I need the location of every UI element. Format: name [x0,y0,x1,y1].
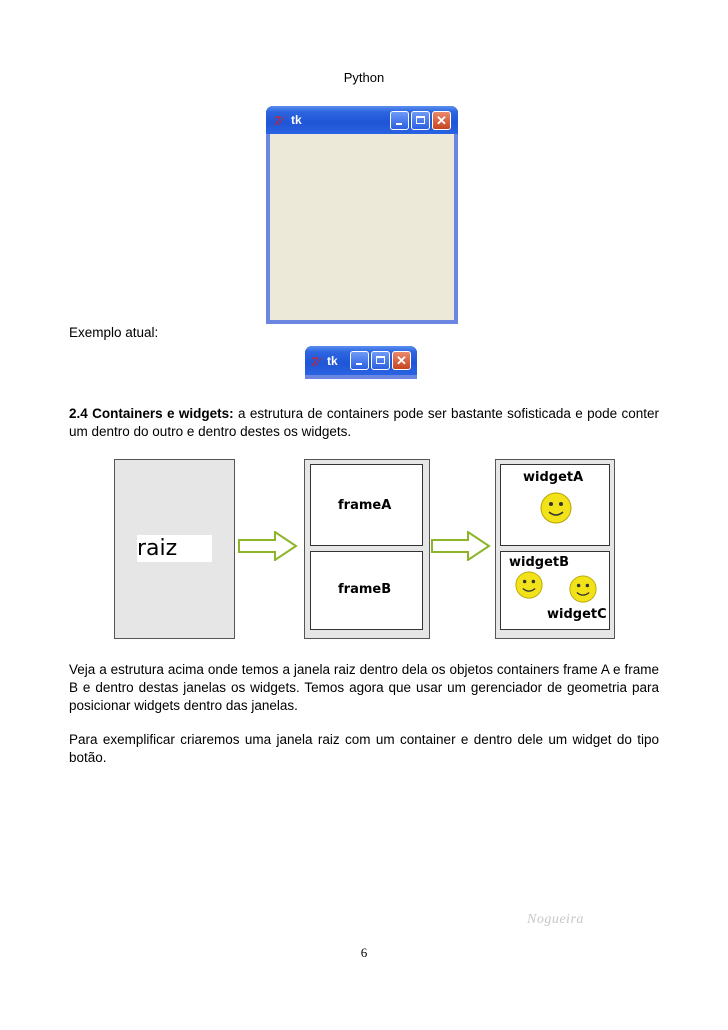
root-window [114,459,235,639]
widgetA-label: widgetA [523,470,584,485]
author-signature: Nogueira [527,912,584,927]
widgetC-label: widgetC [547,607,607,622]
page-header: Python [343,70,385,85]
maximize-button[interactable] [371,351,390,370]
widgetB-label: widgetB [509,555,570,570]
arrow-right-icon [238,531,298,561]
maximize-icon [376,356,385,364]
frameA-box [310,464,423,546]
frameA-widgets-box [500,464,610,546]
root-label: raiz [137,535,212,562]
minimize-icon [356,363,362,365]
tk-window-small [305,346,417,379]
maximize-button[interactable] [411,111,430,130]
frameB-box [310,551,423,630]
frameB-widgets-box [500,551,610,630]
close-button[interactable] [392,351,411,370]
window-client-area [270,134,454,320]
root-window-with-frames [304,459,430,639]
minimize-button[interactable] [390,111,409,130]
close-icon: ✕ [436,113,447,128]
smiley-icon [540,492,572,524]
body-paragraph: Veja a estrutura acima onde temos a janela raiz dentro dela os objetos containers frame A e frame B e dentro destas janelas os widgets. Temos agora que usar um gerenciador de geometria para posicionar widgets dentro das janelas. [69,662,659,713]
section-text: a estrutura de containers pode ser bastante sofisticada e pode conter um dentro do outro e dentro destes os widgets. [69,406,660,439]
close-icon: ✕ [396,353,407,368]
smiley-icon [569,575,597,603]
tk-feather-icon: 7⁄ [274,113,283,128]
close-button[interactable] [432,111,451,130]
example-label: Exemplo atual: [69,325,159,340]
frameA-label: frameA [338,498,392,513]
window-title: tk [291,113,302,127]
tk-feather-icon: 7⁄ [311,354,320,369]
smiley-icon [515,571,543,599]
section-heading: 2.4 Containers e widgets: [69,406,234,421]
minimize-icon [396,123,402,125]
window-bottom-edge [305,375,417,379]
maximize-icon [416,116,425,124]
body-paragraph: Para exemplificar criaremos uma janela raiz com um container e dentro dele um widget do tipo botão. [69,732,659,765]
frameB-label: frameB [338,582,392,597]
page-number: 6 [360,945,368,960]
tk-window-large [266,106,458,324]
root-window-with-widgets [495,459,615,639]
arrow-right-icon [431,531,491,561]
window-title: tk [327,354,338,368]
section-paragraph [69,405,659,441]
minimize-button[interactable] [350,351,369,370]
